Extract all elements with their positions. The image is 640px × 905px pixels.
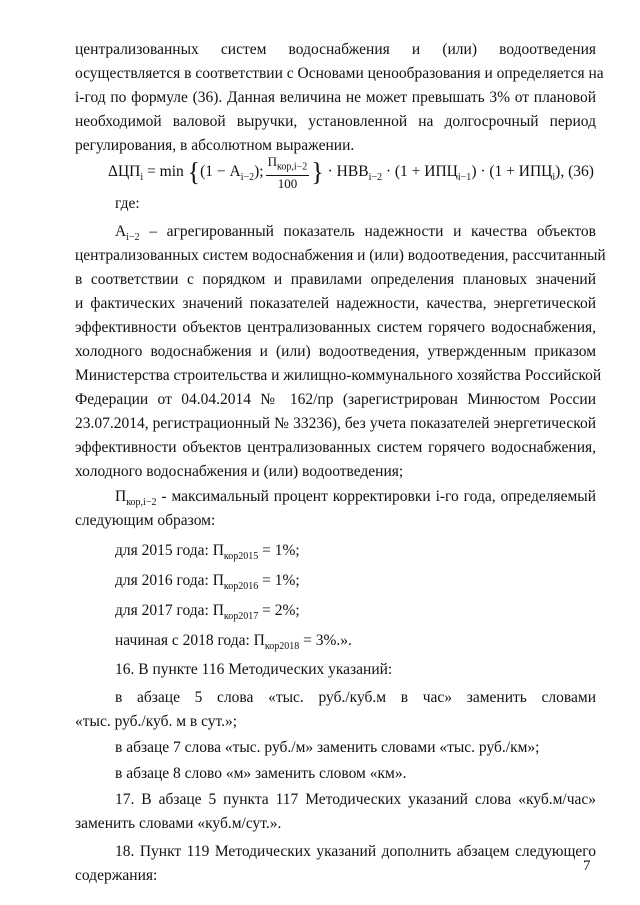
text-line: в абзаце 5 слова «тыс. руб./куб.м в час» заменить словами bbox=[115, 689, 596, 706]
formula-nvv: · $НВВ_{i-2}$ bbox=[323, 162, 382, 183]
text-line: необходимой валовой выручки, установленной на долгосрочный период bbox=[75, 113, 596, 130]
text-line: осуществляется в соответствии с Основами ценообразования и определяется на bbox=[75, 65, 604, 82]
text-line: централизованных систем водоснабжения и (или) водоотведения bbox=[75, 41, 596, 58]
formula-min: = min bbox=[143, 162, 184, 180]
text-line: Министерства строительства и жилищно-коммунального хозяйства Российской bbox=[75, 367, 602, 384]
where-label: где: bbox=[115, 195, 140, 212]
formula-brace-open: { bbox=[187, 157, 201, 187]
page-number: 7 bbox=[583, 858, 591, 874]
year-2015-line: для 2015 года: $П_{кор2015} = 1\%$; bbox=[115, 542, 300, 563]
formula-lhs: $\Delta ЦП_i$ bbox=[108, 162, 144, 183]
text-line: «тыс. руб./куб. м в сут.»; bbox=[75, 713, 238, 730]
text-line: холодного водоснабжения и (или) водоотведения, утвержденным приказом bbox=[75, 343, 596, 360]
text-line: i-год по формуле (36). Данная величина не может превышать 3% от плановой bbox=[75, 89, 596, 106]
year-2018-line: начиная с 2018 года: $П_{кор2018} = 3\%$.». bbox=[115, 632, 352, 653]
text-line: в абзаце 8 слово «м» заменить словом «км». bbox=[115, 765, 407, 782]
text-line: эффективности объектов централизованных систем горячего водоснабжения, bbox=[75, 319, 596, 336]
text-line: 23.07.2014, регистрационный № 33236), без учета показателей энергетической bbox=[75, 415, 596, 432]
formula-fraction: $\frac{П_{кор,i-2}}{100}$ bbox=[267, 154, 308, 191]
text-line: регулирования, в абсолютном выражении. bbox=[75, 137, 355, 154]
item-18-line: 18. Пункт 119 Методических указаний дополнить абзацем следующего bbox=[115, 843, 596, 860]
text-line: в соответствии с порядком и правилами определения плановых значений bbox=[75, 271, 596, 288]
formula-brace-close: } bbox=[311, 157, 324, 187]
text-line: заменить словами «куб.м/сут.». bbox=[75, 815, 282, 832]
text-line: централизованных систем водоснабжения и (или) водоотведения, рассчитанный bbox=[75, 247, 606, 264]
formula-ipc1: · ($1 + ИПЦ_{i-1}$ bbox=[381, 162, 472, 183]
text-line: эффективности объектов централизованных систем горячего водоснабжения, bbox=[75, 439, 596, 456]
formula-part1: $(1 - А_{i-2})$; bbox=[200, 162, 264, 183]
text-line: холодного водоснабжения и (или) водоотведения; bbox=[75, 463, 404, 480]
text-line: содержания: bbox=[75, 867, 158, 884]
text-line: $А_{i-2}$ – агрегированный показатель надежности и качества объектов bbox=[115, 223, 596, 244]
text-line: Федерации от 04.04.2014 № 162/пр (зарегистрирован Минюстом России bbox=[75, 391, 596, 408]
item-16-heading: 16. В пункте 116 Методических указаний: bbox=[115, 661, 393, 678]
text-line: в абзаце 7 слова «тыс. руб./м» заменить словами «тыс. руб./км»; bbox=[115, 739, 540, 756]
text-line: $П_{кор,i-2}$ - максимальный процент корректировки i-го года, определяемый bbox=[115, 488, 596, 509]
item-17-line: 17. В абзаце 5 пункта 117 Методических указаний слова «куб.м/час» bbox=[115, 791, 596, 808]
year-2017-line: для 2017 года: $П_{кор2017} = 2\%$; bbox=[115, 602, 300, 623]
text-line: и фактических значений показателей надежности, качества, энергетической bbox=[75, 295, 596, 312]
formula-36 bbox=[108, 154, 594, 191]
formula-number: ), (36) bbox=[555, 162, 594, 180]
text-line: следующим образом: bbox=[75, 512, 216, 529]
formula-ipc2: ) · ($1 + ИПЦ_i$ bbox=[471, 162, 556, 183]
year-2016-line: для 2016 года: $П_{кор2016} = 1\%$; bbox=[115, 572, 300, 593]
